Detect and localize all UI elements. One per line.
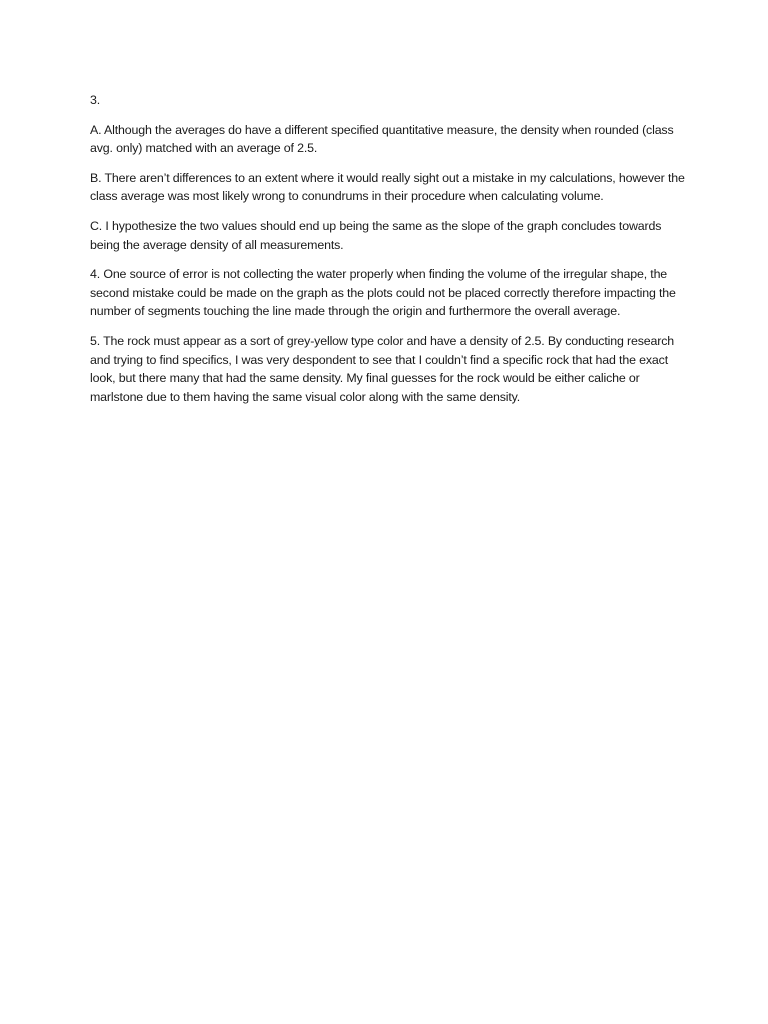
answer-3a-paragraph: A. Although the averages do have a different specified quantitative measure, the density when rounded (class avg. only) matched with an average of 2.5.: [90, 122, 674, 156]
answer-5-paragraph: 5. The rock must appear as a sort of grey-yellow type color and have a density of 2.5. By conducting research and trying to find specifics, I was very despondent to see that I couldn’t find a specific rock that had the exact look, but there many that had the same density. My final guesses for the rock would be either caliche or marlstone due to them having the same visual color along with the same density.: [90, 333, 674, 404]
document-body: [90, 91, 690, 417]
answer-4-paragraph: 4. One source of error is not collecting the water properly when finding the volume of the irregular shape, the second mistake could be made on the graph as the plots could not be placed correctly therefore impacting the number of segments touching the line made through the origin and furthermore the overall average.: [90, 267, 676, 319]
answer-3b-paragraph: B. There aren’t differences to an extent where it would really sight out a mistake in my calculations, however the class average was most likely wrong to conundrums in their procedure when calculating volume.: [90, 170, 685, 204]
question-number-3: 3.: [90, 93, 101, 107]
answer-3c-paragraph: C. I hypothesize the two values should end up being the same as the slope of the graph concludes towards being the average density of all measurements.: [90, 218, 662, 252]
